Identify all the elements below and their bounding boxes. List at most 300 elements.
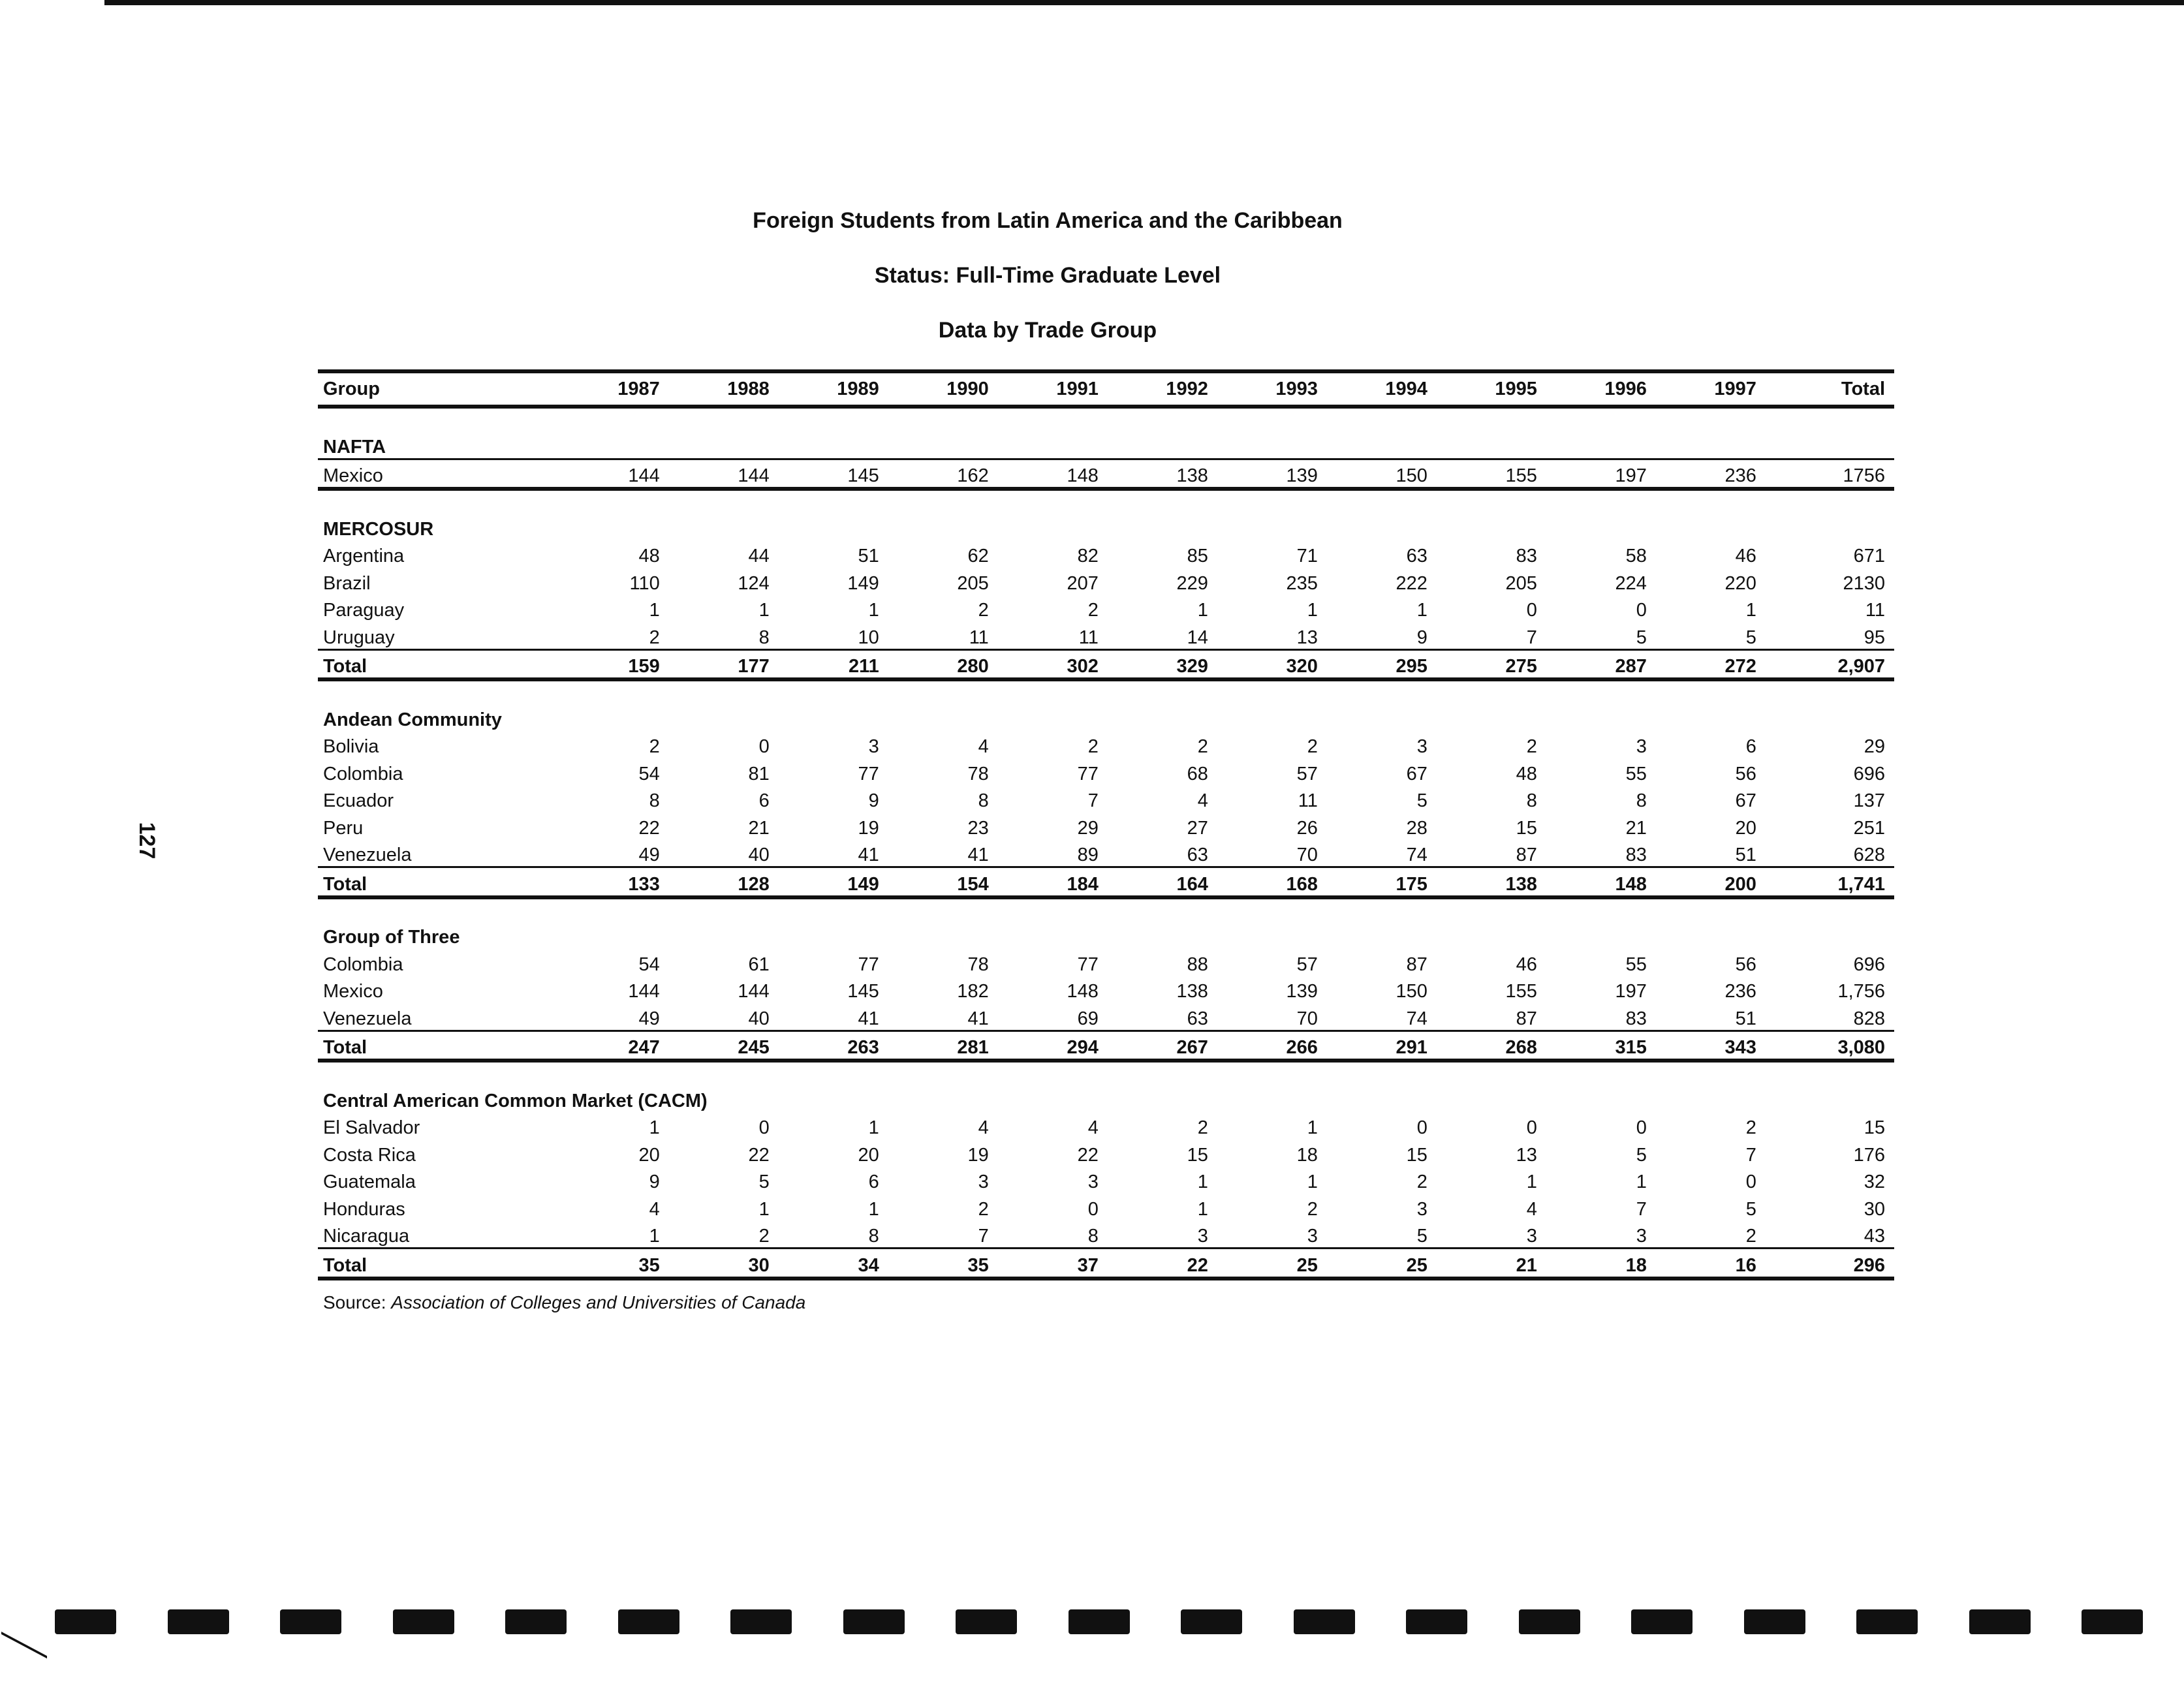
group-spacer (318, 1063, 1894, 1085)
row-value: 205 (1505, 572, 1537, 594)
row-label: Mexico (323, 981, 383, 1002)
row-value: 4 (1087, 1117, 1099, 1138)
row-value: 3 (1416, 1198, 1427, 1220)
row-value: 155 (1505, 465, 1537, 486)
total-value: 22 (1187, 1254, 1208, 1276)
row-value: 56 (1735, 954, 1756, 975)
row-value: 77 (1077, 763, 1099, 784)
row-value: 74 (1406, 1008, 1427, 1029)
registration-mark (1519, 1609, 1580, 1634)
row-value: 1 (1416, 600, 1427, 621)
column-header: 1996 (1604, 378, 1647, 399)
row-value: 2 (978, 600, 989, 621)
row-value: 2 (978, 1198, 989, 1220)
row-value: 6 (868, 1171, 879, 1192)
row-value: 2 (1416, 1171, 1427, 1192)
row-value: 1 (649, 1226, 660, 1247)
row-value: 77 (858, 954, 879, 975)
registration-mark (1744, 1609, 1805, 1634)
total-value: 159 (628, 656, 660, 677)
page-number: 127 (134, 822, 159, 860)
total-value: 34 (858, 1254, 879, 1276)
total-value: 1,741 (1837, 873, 1886, 895)
row-value: 224 (1615, 572, 1647, 594)
total-value: 320 (1286, 656, 1318, 677)
registration-mark (1969, 1609, 2031, 1634)
group-title-row (318, 922, 1894, 949)
column-header: 1997 (1714, 378, 1756, 399)
total-label: Total (323, 873, 367, 895)
row-value: 144 (628, 465, 660, 486)
total-value: 294 (1067, 1037, 1099, 1058)
row-value: 8 (868, 1226, 879, 1247)
total-value: 164 (1176, 873, 1208, 895)
row-value: 1 (868, 600, 879, 621)
row-value: 77 (858, 763, 879, 784)
row-value: 145 (847, 981, 879, 1002)
total-label: Total (323, 1254, 367, 1276)
row-value: 11 (1078, 627, 1099, 648)
row-value: 48 (1516, 763, 1537, 784)
row-value: 2 (1087, 600, 1099, 621)
row-value: 83 (1516, 546, 1537, 566)
row-value: 124 (738, 572, 770, 594)
row-value: 57 (1296, 763, 1318, 784)
column-header: 1991 (1056, 378, 1099, 399)
total-value: 149 (847, 873, 879, 895)
row-value: 88 (1187, 954, 1208, 975)
table-row (318, 460, 1894, 488)
registration-mark (55, 1609, 116, 1634)
row-value: 87 (1516, 845, 1537, 865)
row-value: 87 (1516, 1008, 1537, 1029)
registration-mark (505, 1609, 567, 1634)
row-value: 235 (1286, 572, 1318, 594)
row-value: 8 (1526, 790, 1537, 811)
row-value: 69 (1077, 1008, 1099, 1029)
row-value: 3 (1636, 736, 1647, 757)
top-border-rule (104, 0, 2184, 5)
group-spacer (318, 491, 1894, 513)
row-value: 11 (1865, 600, 1886, 621)
total-value: 281 (957, 1037, 989, 1058)
row-value: 3 (1636, 1226, 1647, 1247)
total-value: 168 (1286, 873, 1318, 895)
row-value: 8 (758, 627, 770, 648)
document-subtitle: Status: Full-Time Graduate Level (874, 263, 1221, 288)
row-value: 0 (1526, 600, 1537, 621)
column-header: Group (323, 378, 380, 399)
row-value: 20 (858, 1144, 879, 1166)
row-value: 148 (1067, 465, 1099, 486)
row-value: 56 (1735, 763, 1756, 784)
table-row (318, 1112, 1894, 1140)
row-value: 61 (748, 954, 770, 975)
row-value: 40 (748, 1008, 770, 1029)
row-value: 78 (967, 763, 989, 784)
total-value: 25 (1296, 1254, 1318, 1276)
row-value: 3 (868, 736, 879, 757)
row-value: 1 (1197, 600, 1208, 621)
row-value: 32 (1864, 1171, 1886, 1192)
column-header: 1995 (1495, 378, 1537, 399)
total-value: 18 (1625, 1254, 1647, 1276)
total-value: 247 (628, 1037, 660, 1058)
row-value: 150 (1396, 465, 1427, 486)
row-value: 74 (1406, 845, 1427, 865)
total-value: 245 (738, 1037, 770, 1058)
row-label: Uruguay (323, 627, 395, 648)
row-value: 11 (969, 627, 989, 648)
total-value: 263 (847, 1037, 879, 1058)
group-spacer (318, 681, 1894, 704)
row-value: 4 (978, 1117, 989, 1138)
row-value: 6 (758, 790, 770, 811)
table-row (318, 1139, 1894, 1166)
column-header: 1989 (837, 378, 879, 399)
total-value: 177 (738, 656, 770, 677)
row-value: 1 (1307, 1171, 1318, 1192)
row-value: 628 (1853, 845, 1886, 865)
row-value: 7 (1745, 1144, 1756, 1166)
row-value: 144 (738, 981, 770, 1002)
table-row (318, 839, 1894, 867)
row-value: 67 (1406, 763, 1427, 784)
total-value: 267 (1176, 1037, 1208, 1058)
row-value: 1 (649, 1117, 660, 1138)
total-value: 3,080 (1837, 1037, 1886, 1058)
table-row (318, 731, 1894, 758)
row-value: 11 (1298, 790, 1318, 811)
total-row (318, 651, 1894, 678)
row-value: 2 (1307, 1198, 1318, 1220)
row-value: 5 (1416, 790, 1427, 811)
row-value: 2 (1307, 736, 1318, 757)
row-value: 41 (967, 1008, 989, 1029)
row-value: 82 (1077, 546, 1099, 566)
row-value: 1 (1636, 1171, 1647, 1192)
row-value: 41 (858, 845, 879, 865)
total-value: 329 (1176, 656, 1208, 677)
row-value: 1 (1307, 1117, 1318, 1138)
row-value: 22 (638, 817, 660, 839)
total-value: 25 (1406, 1254, 1427, 1276)
total-value: 291 (1396, 1037, 1427, 1058)
row-value: 251 (1853, 817, 1886, 839)
row-value: 144 (628, 981, 660, 1002)
group-title-row (318, 513, 1894, 540)
total-value: 138 (1505, 873, 1537, 895)
row-value: 54 (638, 954, 660, 975)
row-value: 51 (858, 546, 879, 566)
row-value: 0 (1636, 1117, 1647, 1138)
row-value: 138 (1176, 981, 1208, 1002)
row-value: 51 (1735, 845, 1756, 865)
table-row (318, 948, 1894, 976)
row-label: Nicaragua (323, 1226, 410, 1247)
row-value: 2 (1197, 1117, 1208, 1138)
row-value: 13 (1296, 627, 1318, 648)
row-value: 8 (1636, 790, 1647, 811)
row-value: 29 (1077, 817, 1099, 839)
row-value: 70 (1296, 845, 1318, 865)
row-value: 67 (1735, 790, 1756, 811)
registration-mark (1406, 1609, 1467, 1634)
row-value: 49 (638, 845, 660, 865)
registration-mark (1181, 1609, 1242, 1634)
registration-mark (618, 1609, 679, 1634)
row-label: Argentina (323, 546, 405, 566)
row-value: 2 (1745, 1117, 1756, 1138)
total-value: 302 (1067, 656, 1099, 677)
row-value: 63 (1187, 1008, 1208, 1029)
row-label: Honduras (323, 1198, 405, 1220)
row-value: 162 (957, 465, 989, 486)
total-value: 266 (1286, 1037, 1318, 1058)
row-value: 1 (1307, 600, 1318, 621)
row-value: 21 (748, 817, 770, 839)
table-row (318, 595, 1894, 622)
row-value: 18 (1296, 1144, 1318, 1166)
column-header: 1987 (617, 378, 660, 399)
row-value: 54 (638, 763, 660, 784)
row-value: 43 (1864, 1226, 1886, 1247)
column-header: 1993 (1275, 378, 1318, 399)
row-value: 9 (649, 1171, 660, 1192)
row-value: 2 (758, 1226, 770, 1247)
registration-marks (0, 1609, 2184, 1642)
registration-mark (168, 1609, 229, 1634)
table-row (318, 1002, 1894, 1030)
row-value: 5 (1745, 1198, 1756, 1220)
total-value: 128 (738, 873, 770, 895)
row-value: 0 (1745, 1171, 1756, 1192)
row-value: 1 (758, 600, 770, 621)
row-value: 95 (1864, 627, 1886, 648)
total-value: 35 (967, 1254, 989, 1276)
row-value: 19 (858, 817, 879, 839)
group-spacer (318, 409, 1894, 431)
table-row (318, 758, 1894, 785)
row-value: 149 (847, 572, 879, 594)
registration-mark (393, 1609, 454, 1634)
registration-mark (730, 1609, 792, 1634)
table-row (318, 1166, 1894, 1194)
row-value: 81 (748, 763, 770, 784)
row-label: Colombia (323, 954, 403, 975)
row-label: Brazil (323, 572, 371, 594)
table-row (318, 785, 1894, 813)
row-value: 14 (1187, 627, 1208, 648)
row-label: Paraguay (323, 600, 405, 621)
group-title-row (318, 431, 1894, 458)
row-value: 9 (868, 790, 879, 811)
registration-mark (1069, 1609, 1130, 1634)
row-value: 207 (1067, 572, 1099, 594)
row-value: 68 (1187, 763, 1208, 784)
row-value: 7 (1526, 627, 1537, 648)
row-value: 236 (1724, 465, 1756, 486)
registration-mark (956, 1609, 1017, 1634)
source-text: Association of Colleges and Universities of Canada (391, 1292, 806, 1312)
row-value: 236 (1724, 981, 1756, 1002)
row-value: 22 (1077, 1144, 1099, 1166)
row-value: 671 (1853, 546, 1886, 566)
group-spacer (318, 899, 1894, 922)
row-value: 89 (1077, 845, 1099, 865)
row-value: 15 (1406, 1144, 1427, 1166)
table-body (318, 409, 1894, 1280)
document-subtitle-2: Data by Trade Group (938, 318, 1157, 343)
total-value: 133 (628, 873, 660, 895)
row-value: 71 (1296, 546, 1318, 566)
row-value: 2 (1197, 736, 1208, 757)
row-value: 148 (1067, 981, 1099, 1002)
row-value: 63 (1187, 845, 1208, 865)
row-value: 3 (1416, 736, 1427, 757)
registration-mark (1631, 1609, 1693, 1634)
row-value: 85 (1187, 546, 1208, 566)
row-value: 46 (1735, 546, 1756, 566)
registration-mark (2082, 1609, 2143, 1634)
row-value: 27 (1187, 817, 1208, 839)
row-value: 15 (1516, 817, 1537, 839)
column-header: 1990 (946, 378, 989, 399)
total-row (318, 1249, 1894, 1277)
row-value: 5 (1636, 627, 1647, 648)
group-title: MERCOSUR (323, 518, 434, 540)
row-value: 78 (967, 954, 989, 975)
row-value: 87 (1406, 954, 1427, 975)
table-header-row (318, 373, 1894, 405)
row-value: 55 (1625, 954, 1647, 975)
row-value: 15 (1187, 1144, 1208, 1166)
row-value: 49 (638, 1008, 660, 1029)
document-title: Foreign Students from Latin America and the Caribbean (753, 208, 1343, 233)
total-row (318, 868, 1894, 895)
total-value: 2,907 (1837, 656, 1886, 677)
total-value: 296 (1853, 1254, 1886, 1276)
row-value: 29 (1864, 736, 1886, 757)
row-value: 0 (758, 736, 770, 757)
row-value: 0 (1416, 1117, 1427, 1138)
row-value: 2130 (1843, 572, 1886, 594)
total-label: Total (323, 1037, 367, 1058)
row-value: 5 (1416, 1226, 1427, 1247)
row-value: 83 (1625, 1008, 1647, 1029)
row-value: 1 (1197, 1171, 1208, 1192)
registration-mark (843, 1609, 905, 1634)
source-label: Source: (323, 1292, 386, 1312)
group-title: Group of Three (323, 927, 460, 948)
row-value: 6 (1745, 736, 1756, 757)
row-value: 0 (1526, 1117, 1537, 1138)
column-header: 1994 (1385, 378, 1427, 399)
row-value: 176 (1853, 1144, 1886, 1166)
source-note (323, 1292, 805, 1313)
row-value: 696 (1853, 954, 1886, 975)
row-value: 1 (1745, 600, 1756, 621)
row-value: 828 (1853, 1008, 1886, 1029)
total-value: 343 (1724, 1037, 1756, 1058)
table-row (318, 567, 1894, 595)
row-value: 44 (748, 546, 770, 566)
row-value: 20 (1735, 817, 1756, 839)
row-value: 23 (967, 817, 989, 839)
total-value: 272 (1724, 656, 1756, 677)
data-table (318, 369, 1894, 1280)
row-value: 41 (967, 845, 989, 865)
row-value: 1 (649, 600, 660, 621)
row-value: 8 (978, 790, 989, 811)
row-value: 139 (1286, 465, 1318, 486)
row-value: 5 (1745, 627, 1756, 648)
row-label: Peru (323, 817, 364, 839)
total-value: 184 (1067, 873, 1099, 895)
row-value: 1,756 (1837, 981, 1886, 1002)
total-value: 35 (638, 1254, 660, 1276)
total-value: 275 (1505, 656, 1537, 677)
row-value: 7 (1636, 1198, 1647, 1220)
row-label: Mexico (323, 465, 383, 486)
row-value: 5 (1636, 1144, 1647, 1166)
column-header: Total (1841, 378, 1886, 399)
row-value: 10 (858, 627, 879, 648)
total-value: 154 (957, 873, 989, 895)
row-value: 139 (1286, 981, 1318, 1002)
table-row (318, 1193, 1894, 1220)
row-value: 4 (1526, 1198, 1537, 1220)
row-value: 28 (1406, 817, 1427, 839)
row-value: 1 (1526, 1171, 1537, 1192)
row-value: 8 (649, 790, 660, 811)
row-value: 41 (858, 1008, 879, 1029)
total-value: 175 (1396, 873, 1427, 895)
total-bottom-rule (318, 1277, 1894, 1280)
group-title-row (318, 1085, 1894, 1112)
row-value: 0 (758, 1117, 770, 1138)
row-value: 57 (1296, 954, 1318, 975)
registration-mark (1856, 1609, 1918, 1634)
row-value: 9 (1416, 627, 1427, 648)
total-value: 268 (1505, 1037, 1537, 1058)
row-value: 15 (1864, 1117, 1886, 1138)
row-value: 4 (978, 736, 989, 757)
total-row (318, 1032, 1894, 1059)
row-value: 3 (1087, 1171, 1099, 1192)
total-value: 16 (1735, 1254, 1756, 1276)
registration-mark (1294, 1609, 1355, 1634)
row-value: 1 (758, 1198, 770, 1220)
row-value: 40 (748, 845, 770, 865)
row-value: 4 (649, 1198, 660, 1220)
row-value: 48 (638, 546, 660, 566)
row-label: Venezuela (323, 845, 412, 865)
row-value: 138 (1176, 465, 1208, 486)
total-value: 211 (849, 656, 879, 677)
row-value: 22 (748, 1144, 770, 1166)
row-label: Ecuador (323, 790, 394, 811)
row-value: 2 (1745, 1226, 1756, 1247)
row-value: 4 (1197, 790, 1208, 811)
row-label: Venezuela (323, 1008, 412, 1029)
row-value: 19 (967, 1144, 989, 1166)
table-row (318, 540, 1894, 568)
row-value: 0 (1636, 600, 1647, 621)
group-title: Andean Community (323, 709, 502, 730)
row-value: 55 (1625, 763, 1647, 784)
row-value: 222 (1396, 572, 1427, 594)
